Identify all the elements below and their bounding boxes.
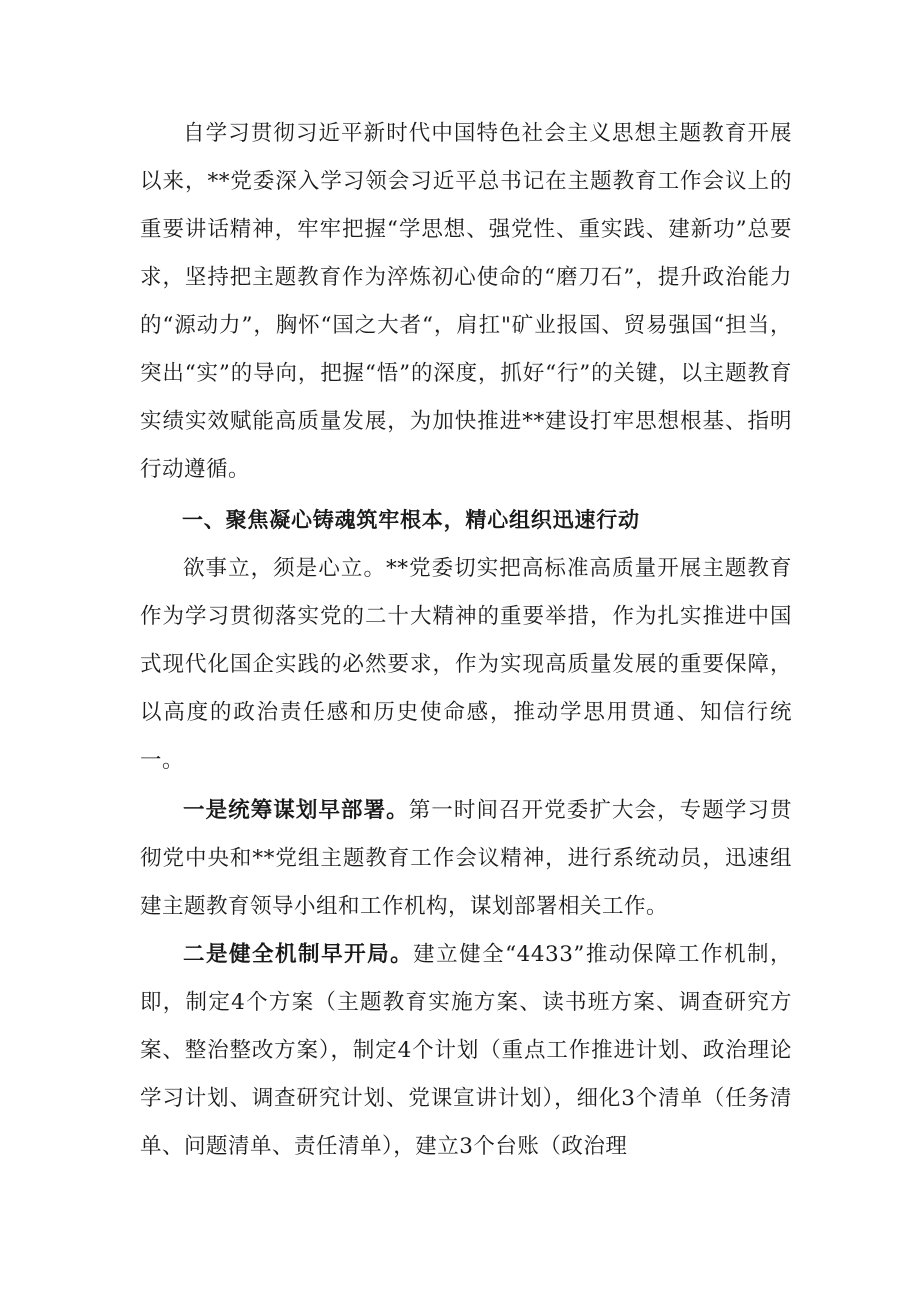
item-one-body: 第一时间召开党委扩大会，专题学习贯彻党中央和**党组主题教育工作会议精神，进行系统动员，迅速组建主题教育领导小组和工作机构，谋划部署相关工作。 (140, 798, 792, 919)
section-paragraph-text: 欲事立，须是心立。**党委切实把高标准高质量开展主题教育作为学习贯彻落实党的二十大精神的重要举措，作为扎实推进中国式现代化国企实践的必然要求，作为实现高质量发展的重要保障，以高度的政治责任感和历史使命感，推动学思用贯通、知信行统一。 (140, 556, 792, 773)
item-two-body: 建立健全“4433”推动保障工作机制，即，制定4个方案（主题教育实施方案、读书班方案、调查研究方案、整治整改方案），制定4个计划（重点工作推进计划、政治理论学习计划、调查研究计划、党课宣讲计划），细化3个清单（任务清单、问题清单、责任清单），建立3个台账（政治理 (140, 942, 792, 1159)
intro-paragraph (140, 110, 792, 494)
item-one-text-wrapper (140, 787, 792, 931)
item-one-lead: 一是统筹谋划早部署。 (183, 798, 409, 823)
intro-paragraph-text: 自学习贯彻习近平新时代中国特色社会主义思想主题教育开展以来，**党委深入学习领会习近平总书记在主题教育工作会议上的重要讲话精神，牢牢把握“学思想、强党性、重实践、建新功”总要求，坚持把主题教育作为淬炼初心使命的“磨刀石”，提升政治能力的“源动力”，胸怀“国之大者“，肩扛"矿业报国、贸易强国“担当，突出“实”的导向，把握“悟”的深度，抓好“行”的关键，以主题教育实绩实效赋能高质量发展，为加快推进**建设打牢思想根基、指明行动遵循。 (140, 121, 792, 482)
item-two-paragraph (140, 931, 792, 1171)
item-one-paragraph (140, 787, 792, 931)
section-paragraph (140, 545, 792, 785)
item-two-lead: 二是健全机制早开局。 (183, 942, 414, 967)
item-two-text-wrapper (140, 931, 792, 1171)
section-heading-text: 一、聚焦凝心铸魂筑牢根本，精心组织迅速行动 (182, 508, 640, 532)
section-heading (140, 496, 792, 544)
